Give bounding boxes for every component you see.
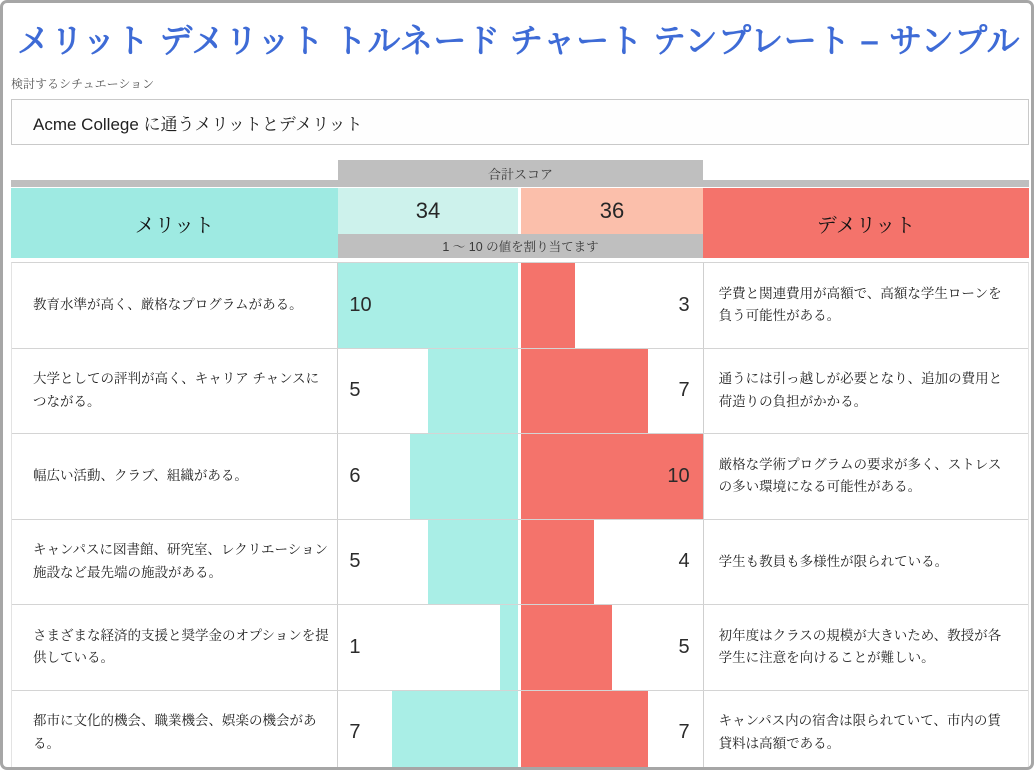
merit-column-header: メリット	[11, 188, 338, 258]
demerit-value: 3	[678, 293, 690, 316]
merit-value-cell[interactable]	[338, 349, 518, 434]
demerit-value-cell[interactable]	[521, 434, 703, 519]
gray-strip	[11, 180, 338, 187]
score-header-row	[11, 160, 1029, 187]
demerit-text: 厳格な学術プログラムの要求が多く、ストレスの多い環境になる可能性がある。	[703, 434, 1028, 519]
merit-text: さまざまな経済的支援と奨学金のオプションを提供している。	[12, 605, 338, 690]
demerit-value-cell[interactable]	[521, 520, 703, 605]
merit-value: 6	[349, 464, 361, 487]
merit-value: 10	[349, 293, 372, 316]
demerit-value-cell[interactable]	[521, 605, 703, 690]
demerit-text: 学生も教員も多様性が限られている。	[703, 520, 1028, 605]
demerit-value: 10	[667, 464, 690, 487]
merit-value-cell[interactable]	[338, 434, 518, 519]
column-header-row	[11, 188, 1029, 258]
table-row	[12, 691, 1028, 770]
demerit-value-cell[interactable]	[521, 349, 703, 434]
merit-text: キャンパスに図書館、研究室、レクリエーション施設など最先端の施設がある。	[12, 520, 338, 605]
merit-value: 5	[349, 550, 361, 573]
demerit-total: 36	[521, 188, 703, 234]
situation-label: 検討するシチュエーション	[11, 77, 155, 91]
demerit-value: 4	[678, 550, 690, 573]
score-header: 合計スコア	[338, 160, 703, 187]
demerit-value-cell[interactable]	[521, 691, 703, 770]
chart-rows	[11, 262, 1029, 770]
table-row	[12, 605, 1028, 691]
page-title: メリット デメリット トルネード チャート テンプレート – サンプル	[17, 22, 1020, 59]
demerit-text: 初年度はクラスの規模が大きいため、教授が各学生に注意を向けることが難しい。	[703, 605, 1028, 690]
totals-row	[338, 188, 703, 234]
demerit-text: 通うには引っ越しが必要となり、追加の費用と荷造りの負担がかかる。	[703, 349, 1028, 434]
situation-value: Acme College に通うメリットとデメリット	[33, 114, 363, 134]
merit-text: 教育水準が高く、厳格なプログラムがある。	[12, 263, 338, 348]
merit-value: 1	[349, 635, 361, 658]
score-spacer-right	[703, 160, 1029, 187]
merit-value-cell[interactable]	[338, 691, 518, 770]
gray-strip	[703, 180, 1029, 187]
merit-value-cell[interactable]	[338, 605, 518, 690]
assign-values-header: 1 ～ 10 の値を割り当てます	[338, 234, 703, 258]
demerit-column-header: デメリット	[703, 188, 1029, 258]
merit-value-cell[interactable]	[338, 520, 518, 605]
demerit-value: 7	[678, 721, 690, 744]
demerit-value: 7	[678, 379, 690, 402]
merit-text: 都市に文化的機会、職業機会、娯楽の機会がある。	[12, 691, 338, 770]
header-middle	[338, 188, 703, 258]
situation-input[interactable]	[11, 99, 1029, 145]
merit-value-cell[interactable]	[338, 263, 518, 348]
merit-text: 大学としての評判が高く、キャリア チャンスにつながる。	[12, 349, 338, 434]
merit-text: 幅広い活動、クラブ、組織がある。	[12, 434, 338, 519]
merit-value: 7	[349, 721, 361, 744]
table-row	[12, 520, 1028, 606]
table-row	[12, 434, 1028, 520]
tornado-chart	[11, 160, 1029, 770]
demerit-value-cell[interactable]	[521, 263, 703, 348]
demerit-text: キャンパス内の宿舎は限られていて、市内の賃貸料は高額である。	[703, 691, 1028, 770]
merit-value: 5	[349, 379, 361, 402]
score-spacer-left	[11, 160, 338, 187]
table-row	[12, 349, 1028, 435]
demerit-value: 5	[678, 635, 690, 658]
demerit-text: 学費と関連費用が高額で、高額な学生ローンを負う可能性がある。	[703, 263, 1028, 348]
merit-total: 34	[338, 188, 518, 234]
table-row	[12, 263, 1028, 349]
